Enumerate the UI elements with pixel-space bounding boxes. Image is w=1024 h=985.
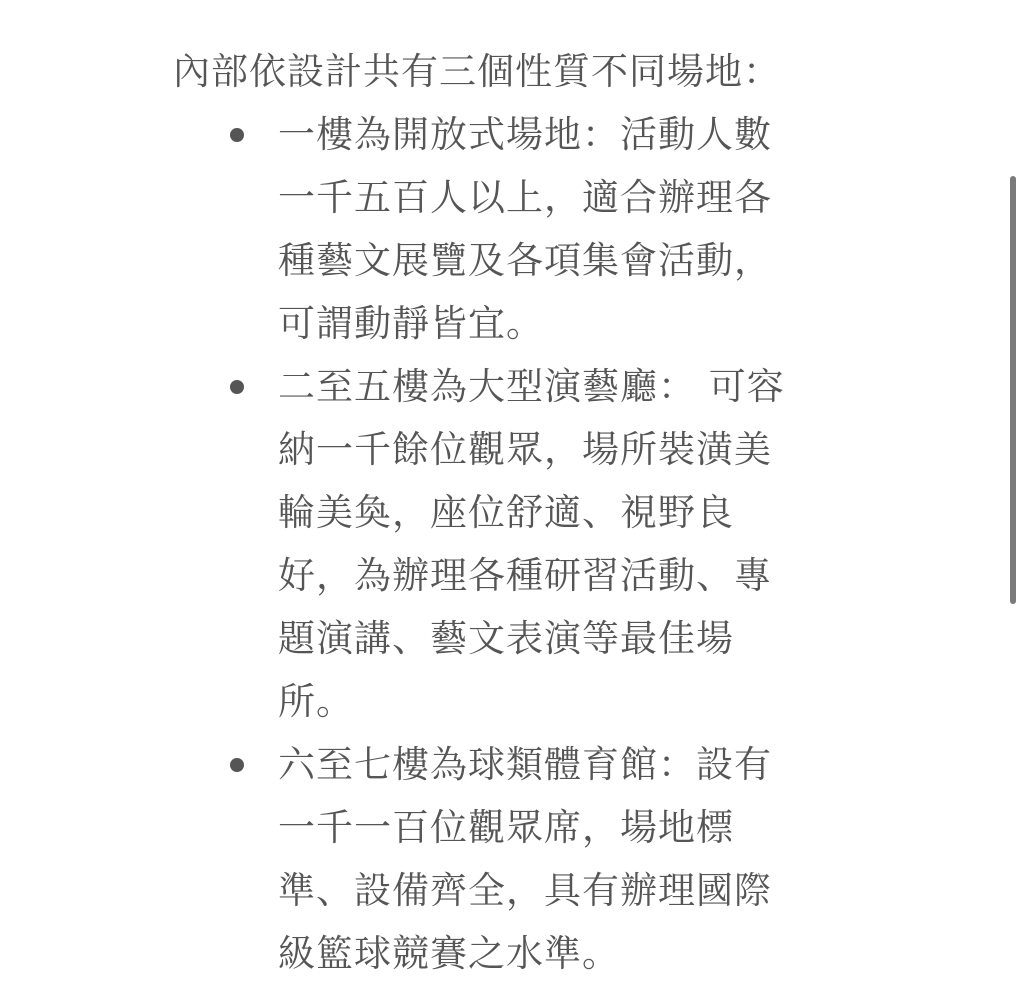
intro-paragraph: 內部依設計共有三個性質不同場地： xyxy=(173,50,781,93)
feature-list xyxy=(173,103,903,985)
bullet-icon xyxy=(230,758,244,772)
feature-text: 一樓為開放式場地：活動人數一千五百人以上，適合辦理各種藝文展覽及各項集會活動，可謂動靜皆宜。 xyxy=(278,113,772,345)
feature-item-floor-2-5 xyxy=(173,355,793,733)
feature-item-floor-6-7 xyxy=(173,733,793,985)
feature-text: 二至五樓為大型演藝廳： 可容納一千餘位觀眾，場所裝潢美輪美奐，座位舒適、視野良好，為辦理各種研習活動、專題演講、藝文表演等最佳場所。 xyxy=(278,365,785,723)
article-body xyxy=(173,40,903,985)
bullet-icon xyxy=(230,128,244,142)
feature-item-floor-1 xyxy=(173,103,793,355)
bullet-icon xyxy=(230,380,244,394)
feature-text: 六至七樓為球類體育館：設有一千一百位觀眾席，場地標準、設備齊全，具有辦理國際級籃球競賽之水準。 xyxy=(278,743,772,975)
vertical-scrollbar[interactable] xyxy=(1010,176,1016,604)
